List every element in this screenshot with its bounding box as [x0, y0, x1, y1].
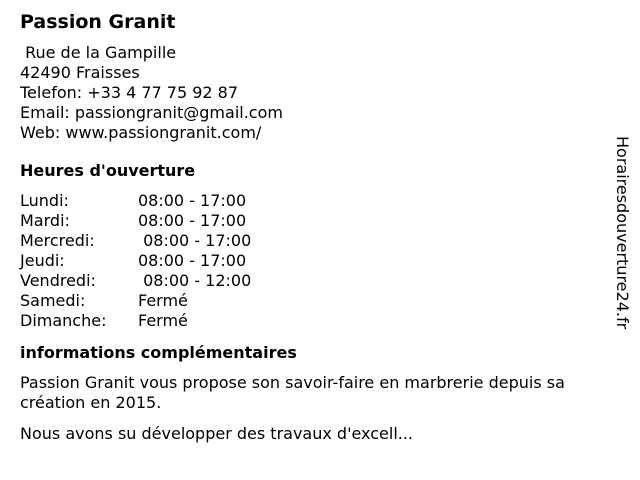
site-watermark: Horairesdouverture24.fr	[613, 136, 632, 330]
business-description	[20, 373, 620, 444]
street-address: Rue de la Gampille	[20, 43, 177, 62]
opening-hours-table	[20, 191, 620, 331]
time-range: 08:00 - 17:00	[138, 231, 252, 250]
hours-row-monday	[20, 191, 620, 211]
email-address: Email: passiongranit@gmail.com	[20, 103, 283, 122]
website: Web: www.passiongranit.com/	[20, 123, 262, 142]
hours-row-tuesday	[20, 211, 620, 231]
hours-row-wednesday	[20, 231, 620, 251]
hours-row-sunday	[20, 311, 620, 331]
time-range: 08:00 - 12:00	[138, 271, 252, 290]
day-label: Vendredi:	[20, 271, 96, 290]
time-range: Fermé	[138, 311, 188, 330]
day-label: Samedi:	[20, 291, 86, 310]
contact-block	[20, 43, 620, 143]
day-label: Lundi:	[20, 191, 69, 210]
time-range: Fermé	[138, 291, 188, 310]
hours-row-friday	[20, 271, 620, 291]
business-listing	[20, 10, 620, 455]
day-label: Mercredi:	[20, 231, 95, 250]
business-name: Passion Granit	[20, 11, 176, 33]
opening-hours-heading: Heures d'ouverture	[20, 161, 196, 180]
day-label: Jeudi:	[20, 251, 65, 270]
phone-number: Telefon: +33 4 77 75 92 87	[20, 83, 239, 102]
time-range: 08:00 - 17:00	[138, 211, 247, 230]
postal-city: 42490 Fraisses	[20, 63, 140, 82]
time-range: 08:00 - 17:00	[138, 191, 247, 210]
description-paragraph: Passion Granit vous propose son savoir-faire en marbrerie depuis sa création en 2015.	[20, 373, 565, 412]
additional-info-heading: informations complémentaires	[20, 343, 297, 362]
description-paragraph-truncated: Nous avons su développer des travaux d'excell...	[20, 424, 414, 443]
day-label: Dimanche:	[20, 311, 107, 330]
hours-row-saturday	[20, 291, 620, 311]
hours-row-thursday	[20, 251, 620, 271]
time-range: 08:00 - 17:00	[138, 251, 247, 270]
day-label: Mardi:	[20, 211, 70, 230]
